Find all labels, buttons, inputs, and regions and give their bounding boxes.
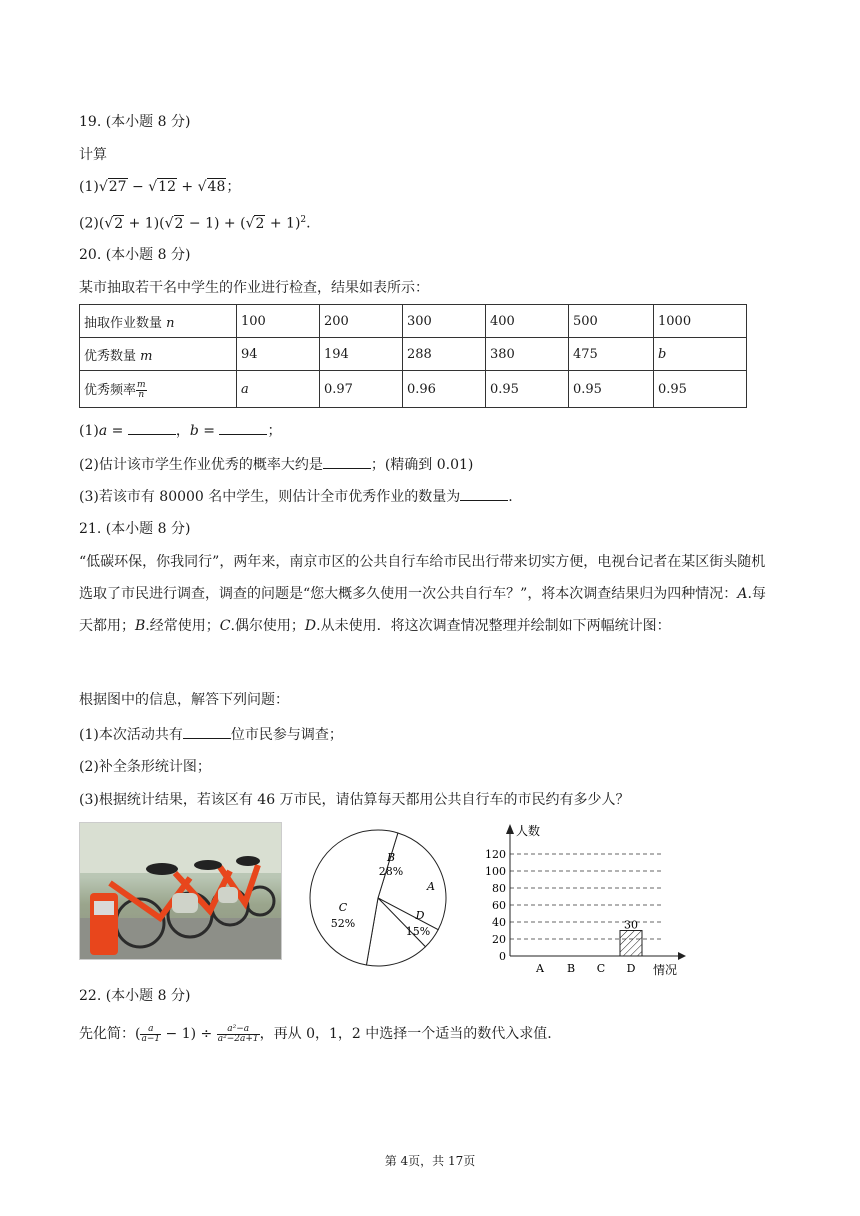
- q20-sub3: (3)若该市有 80000 名中学生，则估计全市优秀作业的数量为 .: [79, 486, 513, 507]
- x-tick-label-B: B: [566, 962, 576, 975]
- pie-label-A: A: [427, 880, 435, 893]
- pie-chart: [300, 822, 460, 972]
- q22-header: 22. (本小题 8 分): [79, 988, 191, 1004]
- answer-blank[interactable]: [128, 420, 176, 435]
- q20-intro: 某市抽取若干名中学生的作业进行检查，结果如表所示：: [79, 280, 429, 296]
- answer-blank[interactable]: [460, 486, 508, 501]
- q21-sub3: (3)根据统计结果，若该区有 46 万市民，请估算每天都用公共自行车的市民约有多少人？: [79, 792, 630, 808]
- y-tick-label: 0: [499, 950, 506, 963]
- table-cell: 200: [320, 305, 403, 338]
- q21-body: “低碳环保，你我同行”，两年来，南京市区的公共自行车给市民出行带来切实方便，电视台记者在某区街头随机选取了市民进行调查，调查的问题是“您大概多久使用一次公共自行车？”，将本次调查结果归为四种情况：A.每天都用；B.经常使用；C.偶尔使用；D.从未使用．将这次调查情况整理并绘制如下两幅统计图：: [79, 554, 766, 634]
- x-tick-label-C: C: [596, 962, 606, 975]
- q19-part2: $(2)(√2 + 1)(√2 - 1) + (√2 + 1)^2$.: [79, 215, 311, 232]
- table-cell: 380: [486, 338, 569, 371]
- q20-sub1: (1)a = ，b = ；: [79, 420, 281, 441]
- y-tick-label: 20: [492, 933, 506, 946]
- table-row: [80, 371, 747, 408]
- bar-value-label-D: 30: [624, 918, 638, 932]
- x-axis-label: 情况: [653, 963, 678, 977]
- pie-pct-C: 52%: [330, 917, 356, 930]
- y-tick-label: 40: [492, 916, 506, 929]
- answer-blank[interactable]: [183, 724, 231, 739]
- q21-header: 21. (本小题 8 分): [79, 521, 191, 537]
- y-tick-label: 120: [485, 848, 506, 861]
- x-tick-label-D: D: [626, 962, 636, 975]
- table-cell: 0.95: [486, 371, 569, 408]
- q20-sub2: (2)估计该市学生作业优秀的概率大约是 ；(精确到 0.01): [79, 454, 473, 475]
- pie-pct-B: 28%: [378, 865, 404, 878]
- table-cell: 优秀频率 $\frac{m}{n}$: [80, 371, 237, 408]
- table-cell: 100: [237, 305, 320, 338]
- table-cell: a: [237, 371, 320, 408]
- answer-blank[interactable]: [219, 420, 267, 435]
- q19-instruction: 计算: [79, 147, 107, 163]
- table-cell: 0.95: [654, 371, 747, 408]
- pie-pct-D: 15%: [405, 925, 431, 938]
- page-footer: 第 4页，共 17页: [384, 1154, 476, 1168]
- table-cell: 288: [403, 338, 486, 371]
- q22-body: 先化简：( $\frac{a}{a-1}$ − 1) ÷ $\frac{\text{a²−a}}{\text{a²−2a+1}}$ ，再从 0，1，2 中选择一个适当的数代入求值.: [79, 1023, 552, 1044]
- q20-header: 20. (本小题 8 分): [79, 247, 191, 263]
- q21-sub2: (2)补全条形统计图；: [79, 759, 211, 775]
- table-cell: 300: [403, 305, 486, 338]
- x-tick-label-A: A: [536, 962, 544, 975]
- table-cell: 500: [569, 305, 654, 338]
- table-cell: 0.96: [403, 371, 486, 408]
- table-cell: 475: [569, 338, 654, 371]
- bar-D: [620, 931, 642, 957]
- table-row: [80, 305, 747, 338]
- table-cell: 94: [237, 338, 320, 371]
- table-cell: 400: [486, 305, 569, 338]
- y-tick-label: 100: [485, 865, 506, 878]
- q21-ask: 根据图中的信息，解答下列问题：: [79, 692, 289, 708]
- table-cell: 0.97: [320, 371, 403, 408]
- pie-label-B: B: [386, 851, 396, 864]
- bicycle-photo: [79, 822, 282, 960]
- y-axis-arrow: [506, 824, 514, 834]
- y-tick-label: 60: [492, 899, 506, 912]
- q21-sub1: (1)本次活动共有 位市民参与调查；: [79, 724, 343, 745]
- pie-label-D: D: [415, 909, 425, 922]
- table-cell: 优秀数量 m: [80, 338, 237, 371]
- table-cell: 0.95: [569, 371, 654, 408]
- answer-blank[interactable]: [323, 454, 371, 469]
- table-cell: 1000: [654, 305, 747, 338]
- x-axis-arrow: [678, 952, 686, 960]
- q19-part1: (1)√27 − √12 + √48；: [79, 179, 241, 195]
- q19-header: 19. (本小题 8 分): [79, 114, 191, 130]
- pie-label-C: C: [338, 901, 348, 914]
- q20-table: [79, 304, 747, 408]
- table-cell: 194: [320, 338, 403, 371]
- table-cell: b: [654, 338, 747, 371]
- bicycle-illustration: [80, 823, 281, 959]
- table-row: [80, 338, 747, 371]
- y-tick-label: 80: [492, 882, 506, 895]
- table-cell: 抽取作业数量 n: [80, 305, 237, 338]
- bar-chart: [478, 818, 698, 980]
- y-axis-label: 人数: [516, 824, 541, 838]
